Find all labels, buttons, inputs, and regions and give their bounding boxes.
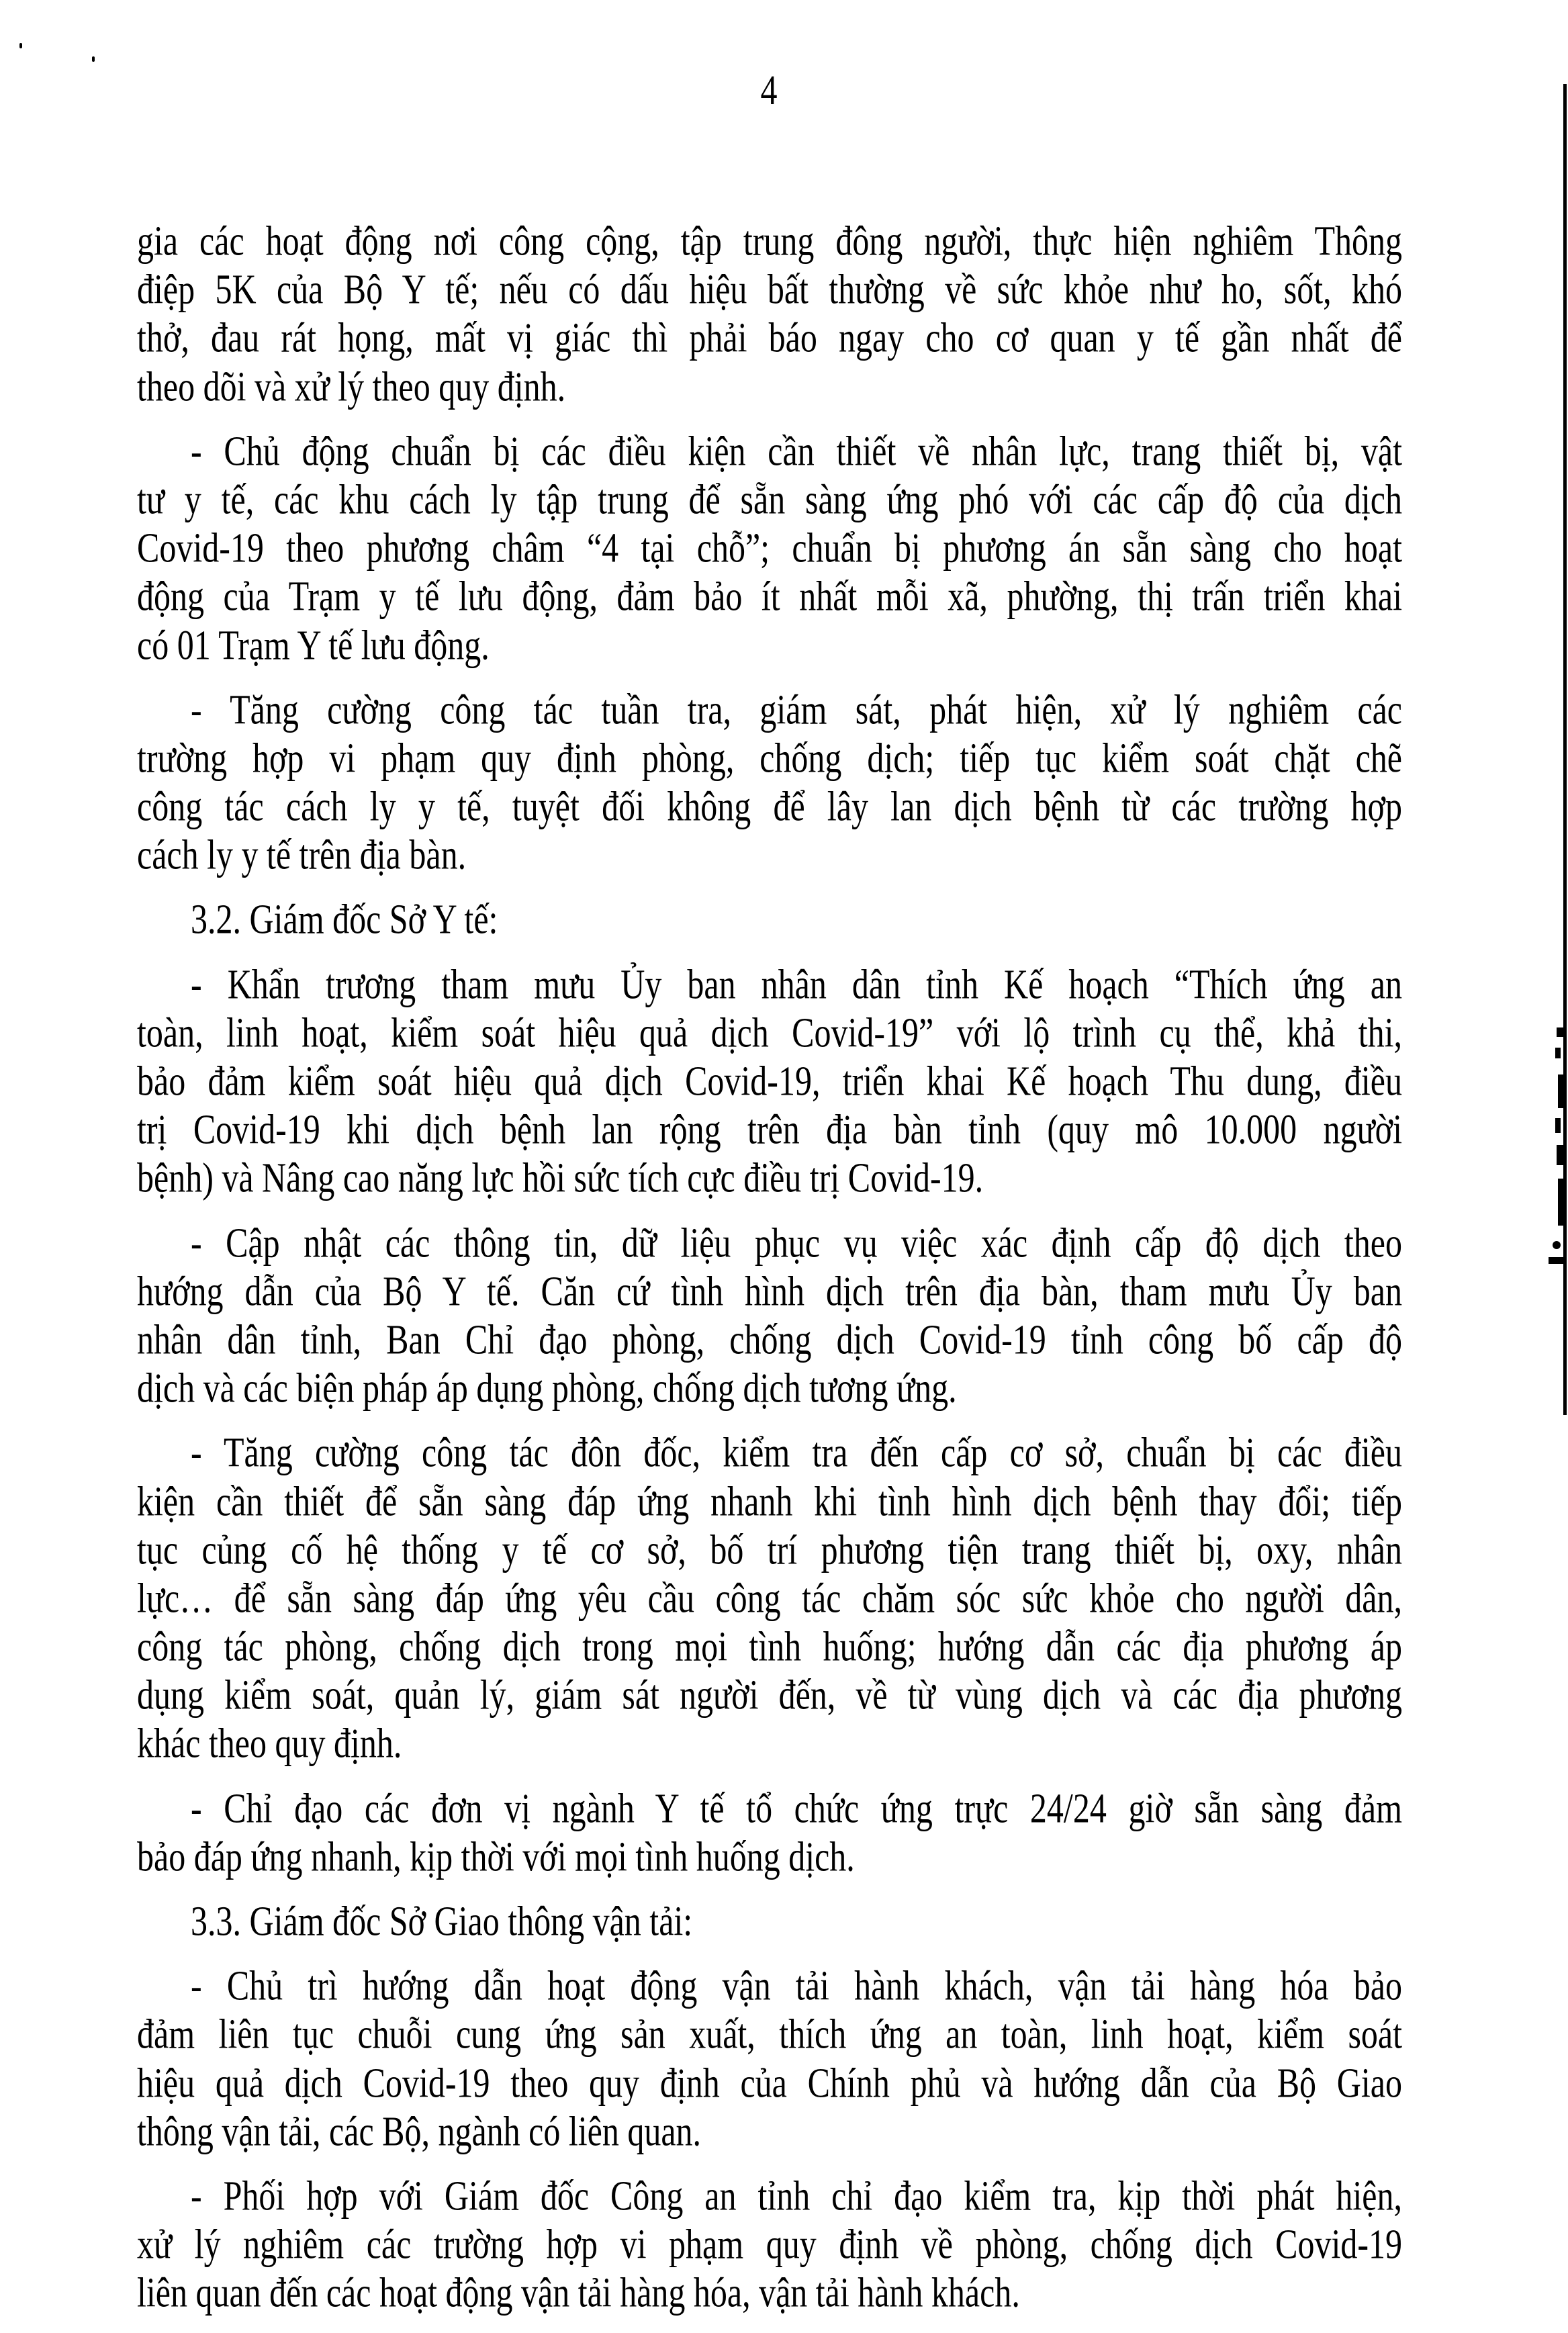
scan-speck — [92, 56, 95, 62]
paragraph — [137, 1428, 1402, 1767]
paragraph-line: trường hợp vi phạm quy định phòng, chống dịch; tiếp tục kiểm soát chặt chẽ — [137, 733, 1402, 782]
document-body — [137, 216, 1402, 2333]
paragraph-line: bảo đảm kiểm soát hiệu quả dịch Covid-19, triển khai Kế hoạch Thu dung, điều — [137, 1056, 1402, 1105]
paragraph-line: kiện cần thiết để sẵn sàng đáp ứng nhanh khi tình hình dịch bệnh thay đổi; tiếp — [137, 1477, 1402, 1524]
paragraph — [137, 960, 1402, 1202]
scan-blot — [1555, 1118, 1561, 1133]
paragraph — [137, 1961, 1402, 2155]
paragraph — [137, 2171, 1402, 2317]
section-heading — [137, 1896, 1402, 1945]
paragraph-line: thở, đau rát họng, mất vị giác thì phải báo ngay cho cơ quan y tế gần nhất để — [137, 314, 1402, 361]
paragraph-line: dịch và các biện pháp áp dụng phòng, chống dịch tương ứng. — [137, 1363, 957, 1412]
paragraph-line: - Cập nhật các thông tin, dữ liệu phục vụ việc xác định cấp độ dịch theo — [191, 1218, 1402, 1266]
paragraph-line: trị Covid-19 khi dịch bệnh lan rộng trên địa bàn tỉnh (quy mô 10.000 người — [137, 1105, 1402, 1153]
paragraph-line: khác theo quy định. — [137, 1719, 402, 1767]
scan-blot — [1555, 1048, 1561, 1058]
scan-blot — [1553, 1241, 1561, 1249]
scan-blot — [1558, 1074, 1565, 1108]
paragraph — [137, 426, 1402, 669]
scan-blot — [1558, 1179, 1565, 1226]
paragraph-line: xử lý nghiêm các trường hợp vi phạm quy định về phòng, chống dịch Covid-19 — [137, 2220, 1402, 2268]
section-heading — [137, 895, 1402, 943]
paragraph-line: bệnh) và Nâng cao năng lực hồi sức tích cực điều trị Covid-19. — [137, 1154, 984, 1201]
paragraph-line: tư y tế, các khu cách ly tập trung để sẵn sàng ứng phó với các cấp độ của dịch — [137, 475, 1402, 523]
paragraph — [137, 216, 1402, 410]
scan-blot — [1557, 1027, 1565, 1037]
paragraph-line: cách ly y tế trên địa bàn. — [137, 830, 467, 878]
paragraph-line: - Phối hợp với Giám đốc Công an tỉnh chỉ đạo kiểm tra, kịp thời phát hiện, — [191, 2171, 1402, 2220]
paragraph-line: lực… để sẵn sàng đáp ứng yêu cầu công tác chăm sóc sức khỏe cho người dân, — [137, 1573, 1402, 1622]
paragraph — [137, 1218, 1402, 1412]
paragraph-line: thông vận tải, các Bộ, ngành có liên quan. — [137, 2107, 702, 2155]
paragraph-line: - Chủ động chuẩn bị các điều kiện cần thiết về nhân lực, trang thiết bị, vật — [191, 426, 1402, 475]
scan-blot — [1549, 1257, 1565, 1264]
paragraph-line: bảo đáp ứng nhanh, kịp thời với mọi tình huống dịch. — [137, 1832, 855, 1880]
paragraph-line: công tác phòng, chống dịch trong mọi tình huống; hướng dẫn các địa phương áp — [137, 1622, 1402, 1670]
paragraph-line: điệp 5K của Bộ Y tế; nếu có dấu hiệu bất thường về sức khỏe như ho, sốt, khó — [137, 265, 1402, 313]
paragraph-line: toàn, linh hoạt, kiểm soát hiệu quả dịch Covid-19” với lộ trình cụ thể, khả thi, — [137, 1008, 1402, 1056]
paragraph-line: hướng dẫn của Bộ Y tế. Căn cứ tình hình dịch trên địa bàn, tham mưu Ủy ban — [137, 1267, 1402, 1315]
heading-text: 3.2. Giám đốc Sở Y tế: — [191, 895, 498, 943]
paragraph-line: tục củng cố hệ thống y tế cơ sở, bố trí phương tiện trang thiết bị, oxy, nhân — [137, 1525, 1402, 1573]
paragraph-line: - Khẩn trương tham mưu Ủy ban nhân dân tỉnh Kế hoạch “Thích ứng an — [191, 960, 1402, 1007]
paragraph-line: - Chỉ đạo các đơn vị ngành Y tế tổ chức ứng trực 24/24 giờ sẵn sàng đảm — [191, 1784, 1402, 1831]
paragraph-line: - Tăng cường công tác tuần tra, giám sát, phát hiện, xử lý nghiêm các — [191, 685, 1402, 733]
paragraph-line: có 01 Trạm Y tế lưu động. — [137, 621, 490, 668]
paragraph-line: liên quan đến các hoạt động vận tải hàng hóa, vận tải hành khách. — [137, 2269, 1020, 2316]
paragraph-line: theo dõi và xử lý theo quy định. — [137, 362, 566, 410]
paragraph-line: công tác cách ly y tế, tuyệt đối không để lây lan dịch bệnh từ các trường hợp — [137, 782, 1402, 830]
paragraph — [137, 1784, 1402, 1880]
paragraph-line: Covid-19 theo phương châm “4 tại chỗ”; chuẩn bị phương án sẵn sàng cho hoạt — [137, 523, 1402, 571]
paragraph-line: nhân dân tỉnh, Ban Chỉ đạo phòng, chống dịch Covid-19 tỉnh công bố cấp độ — [137, 1315, 1402, 1363]
paragraph — [137, 685, 1402, 879]
paragraph-line: động của Trạm y tế lưu động, đảm bảo ít nhất mỗi xã, phường, thị trấn triển khai — [137, 572, 1402, 620]
paragraph-line: dụng kiểm soát, quản lý, giám sát người đến, về từ vùng dịch và các địa phương — [137, 1670, 1402, 1719]
paragraph-line: - Chủ trì hướng dẫn hoạt động vận tải hành khách, vận tải hàng hóa bảo — [191, 1961, 1402, 2009]
scan-speck — [19, 43, 22, 48]
scan-blot — [1557, 1145, 1563, 1165]
heading-text: 3.3. Giám đốc Sở Giao thông vận tải: — [191, 1896, 693, 1945]
paragraph-line: - Tăng cường công tác đôn đốc, kiểm tra đến cấp cơ sở, chuẩn bị các điều — [191, 1428, 1402, 1476]
paragraph-line: đảm liên tục chuỗi cung ứng sản xuất, thích ứng an toàn, linh hoạt, kiểm soát — [137, 2010, 1402, 2058]
page-number: 4 — [760, 66, 778, 113]
paragraph-line: gia các hoạt động nơi công cộng, tập trung đông người, thực hiện nghiêm Thông — [137, 216, 1402, 265]
paragraph-line: hiệu quả dịch Covid-19 theo quy định của Chính phủ và hướng dẫn của Bộ Giao — [137, 2058, 1402, 2106]
